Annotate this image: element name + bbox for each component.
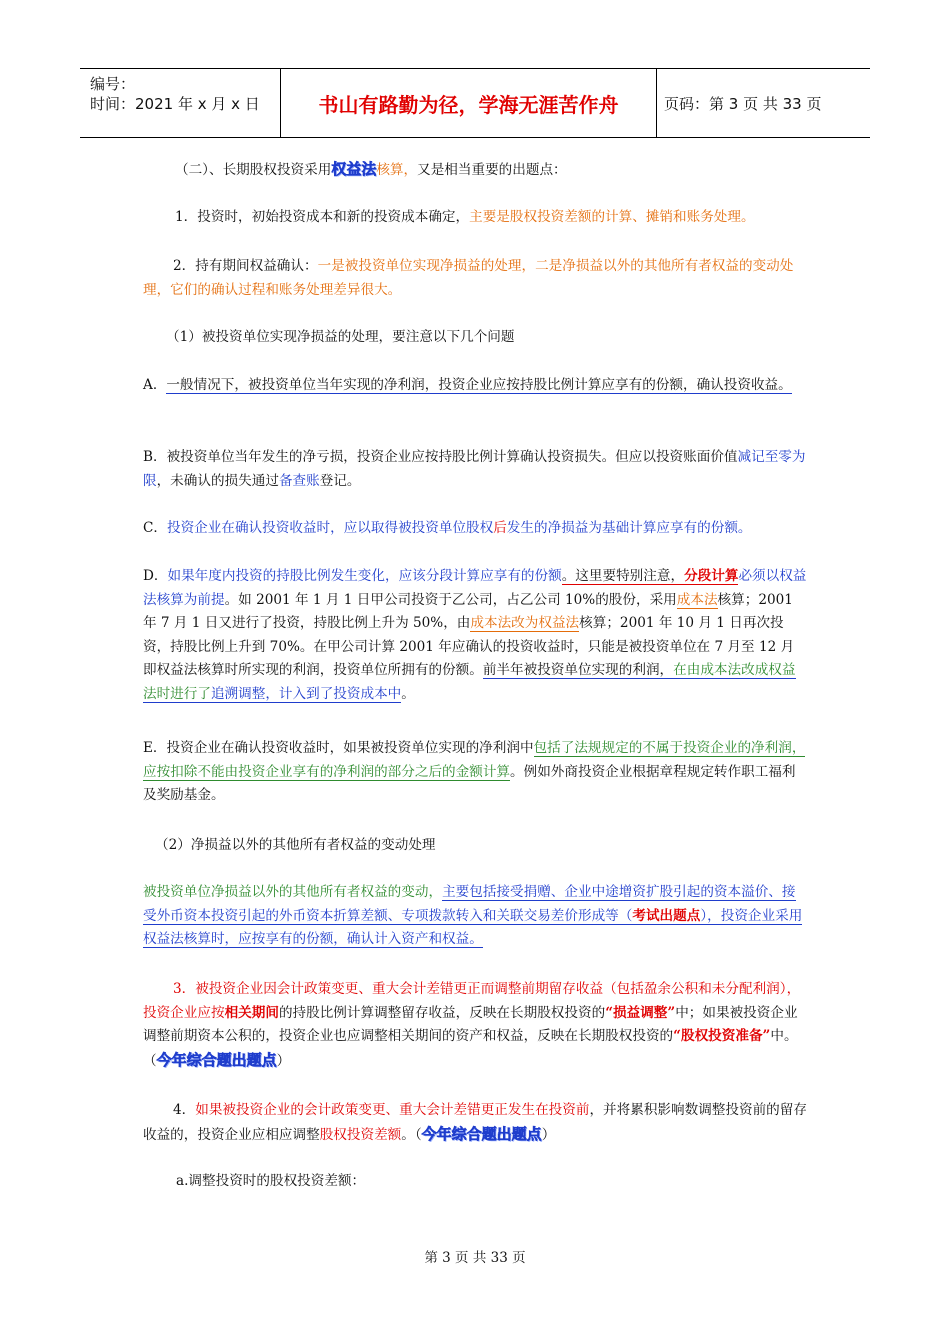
item-d-orange: 成本法 xyxy=(676,591,718,608)
page-header xyxy=(80,68,870,138)
item-c-tail: 发生的净损益为基础计算应享有的份额。 xyxy=(506,520,752,536)
item-d-text-2: 核算；2001 年 7 月 1 日又进行了投资，持股比例上升为 50%，由 xyxy=(143,591,793,631)
point-4-red: 如果被投资企业的会计政策变更、重大会计差错更正发生在投资前 xyxy=(195,1102,590,1118)
item-b-highlight-2: 备查账 xyxy=(278,472,320,489)
item-d xyxy=(143,565,807,706)
item-d-green: 在由成本法改成权益法时进行了 xyxy=(143,662,796,702)
point-4-red-2: 股权投资差额 xyxy=(319,1126,402,1143)
item-d-text-3: 核算；2001 年 10 月 1 日再次投资，持股比例上升到 70%。在甲公司计算 2001 年应确认的投资收益时，只能是被投资单位在 7 月至 12 月即权益法核算时所实现的利润，投资单位所拥有的份额。 xyxy=(143,615,795,678)
point-3-text: 的持股比例计算调整留存收益，反映在长期股权投资的 xyxy=(278,1004,606,1021)
intro-highlight: 权益法 xyxy=(331,160,377,178)
item-d-orange-2: 成本法改为权益法 xyxy=(470,615,580,631)
point-2-highlight: 一是被投资单位实现净损益的处理，二是净损益以外的其他所有者权益的变动处理，它们的确认过程和账务处理差异很大。 xyxy=(143,258,794,298)
item-d-text: 。如 2001 年 1 月 1 日甲公司投资于乙公司，占乙公司 10%的股份，采用 xyxy=(224,591,677,608)
item-c-text: 投资企业在确认投资收益时，应以取得被投资单位股权 xyxy=(167,520,494,536)
section-intro xyxy=(175,158,839,183)
intro-orange: 核算， xyxy=(376,162,418,178)
item-d-note: 。这里要特别注意， xyxy=(561,568,685,584)
point-2-text: 2．持有期间权益确认： xyxy=(173,258,318,274)
point-3-text-2: 中；如果被投资企业调整前期资本公积的，投资企业也应调整相关期间的资产和权益，反映在长期股权投资的 xyxy=(143,1004,798,1044)
point-3-red: 3．被投资企业因会计政策变更、重大会计差错更正而调整前期留存收益 xyxy=(173,981,604,997)
point-3-bold: 相关期间 xyxy=(224,1004,279,1021)
sub-item-a: a.调整投资时的股权投资差额： xyxy=(176,1173,366,1189)
subsection-1-title: （1）被投资单位实现净损益的处理，要注意以下几个问题 xyxy=(166,329,515,345)
intro-tail: 又是相当重要的出题点： xyxy=(417,162,567,178)
point-3 xyxy=(143,978,807,1073)
item-d-red: 分段计算 xyxy=(684,568,739,584)
point-4-tail: ） xyxy=(541,1126,556,1143)
item-d-label: D． xyxy=(143,568,168,584)
item-d-blue-2: 必须以权益法核算为前提 xyxy=(143,568,807,608)
point-3-bold-2: “损益调整” xyxy=(605,1004,676,1021)
subsection-2-title: （2）净损益以外的其他所有者权益的变动处理 xyxy=(155,837,436,853)
point-4 xyxy=(143,1099,807,1147)
point-3-tail: ） xyxy=(276,1052,291,1069)
item-b-tail: 登记。 xyxy=(319,472,361,489)
point-4-text: ，并将累积影响数调整投资前的留存收益的，投资企业应相应调整 xyxy=(143,1102,807,1143)
item-d-blue-3: 追溯调整，计入到了投资成本中 xyxy=(210,685,402,702)
item-b xyxy=(143,446,807,493)
point-1-highlight: 主要是股权投资差额的计算、摊销和账务处理。 xyxy=(469,209,755,225)
item-f-red: 考试出题点 xyxy=(632,907,701,924)
item-c-label: C． xyxy=(143,520,167,536)
point-4-label: 4． xyxy=(173,1102,196,1118)
doc-date-label: 时间：2021 年 x 月 x 日 xyxy=(90,95,260,113)
point-4-text-2: 。（ xyxy=(401,1126,422,1143)
item-a-text: 一般情况下，被投资单位当年实现的净利润，投资企业应按持股比例计算应享有的份额，确认投资收益。 xyxy=(166,377,792,393)
item-b-text: B．被投资单位当年发生的净亏损，投资企业应按持股比例计算确认投资损失。但应以投资账面价值 xyxy=(143,449,738,465)
item-c-red: 后 xyxy=(493,520,507,536)
item-f-blue: 主要包括接受捐赠、企业中途增资扩股引起的资本溢价、接受外币资本投资引起的外币资本折算差额、专项拨款转入和关联交易差价形成等（ xyxy=(143,884,796,924)
page-footer: 第 3 页 共 33 页 xyxy=(424,1250,526,1266)
point-4-fancy: 今年综合题出题点 xyxy=(421,1124,542,1143)
item-f xyxy=(143,881,807,952)
item-d-tail: 。 xyxy=(401,685,415,702)
item-a-label: A． xyxy=(143,377,167,393)
item-e-tail: 。例如外商投资企业根据章程规定转作职工福利及奖励基金。 xyxy=(143,763,796,803)
point-3-red-2: （包括盈余公积和未分配利润），投资企业应按 xyxy=(143,981,801,1021)
point-3-text-3: 中。（ xyxy=(143,1028,798,1069)
item-f-green: 被投资单位净损益以外的其他所有者权益的变动， xyxy=(143,884,443,900)
doc-number-label: 编号： xyxy=(90,75,136,93)
point-2 xyxy=(143,255,807,302)
item-d-blue: 如果年度内投资的持股比例发生变化，应该分段计算应享有的份额 xyxy=(167,568,562,584)
item-e-green: 包括了法规规定的不属于投资企业的净利润，应按扣除不能由投资企业享有的净利润的部分之后的金额计算 xyxy=(143,740,806,780)
point-1 xyxy=(175,206,815,230)
point-3-bold-3: “股权投资准备” xyxy=(673,1028,771,1044)
point-3-fancy: 今年综合题出题点 xyxy=(156,1050,277,1069)
item-e-text: E．投资企业在确认投资收益时，如果被投资单位实现的净利润中 xyxy=(143,740,534,756)
header-meta-cell xyxy=(80,69,281,137)
item-a xyxy=(143,374,807,398)
intro-text: （二）、长期股权投资采用 xyxy=(175,162,332,178)
item-b-highlight: 减记至零为限 xyxy=(143,449,806,489)
item-c xyxy=(143,517,813,541)
item-e xyxy=(143,737,807,808)
header-page-info: 页码：第 3 页 共 33 页 xyxy=(664,94,822,113)
item-b-text-2: ，未确认的损失通过 xyxy=(156,472,279,489)
item-d-underlined: 前半年被投资单位实现的利润， xyxy=(482,662,674,678)
point-1-text: 1．投资时，初始投资成本和新的投资成本确定， xyxy=(175,209,470,225)
header-motto: 书山有路勤为径，学海无涯苦作舟 xyxy=(281,69,657,137)
item-f-blue-2: ），投资企业采用权益法核算时，应按享有的份额，确认计入资产和权益。 xyxy=(143,907,803,947)
